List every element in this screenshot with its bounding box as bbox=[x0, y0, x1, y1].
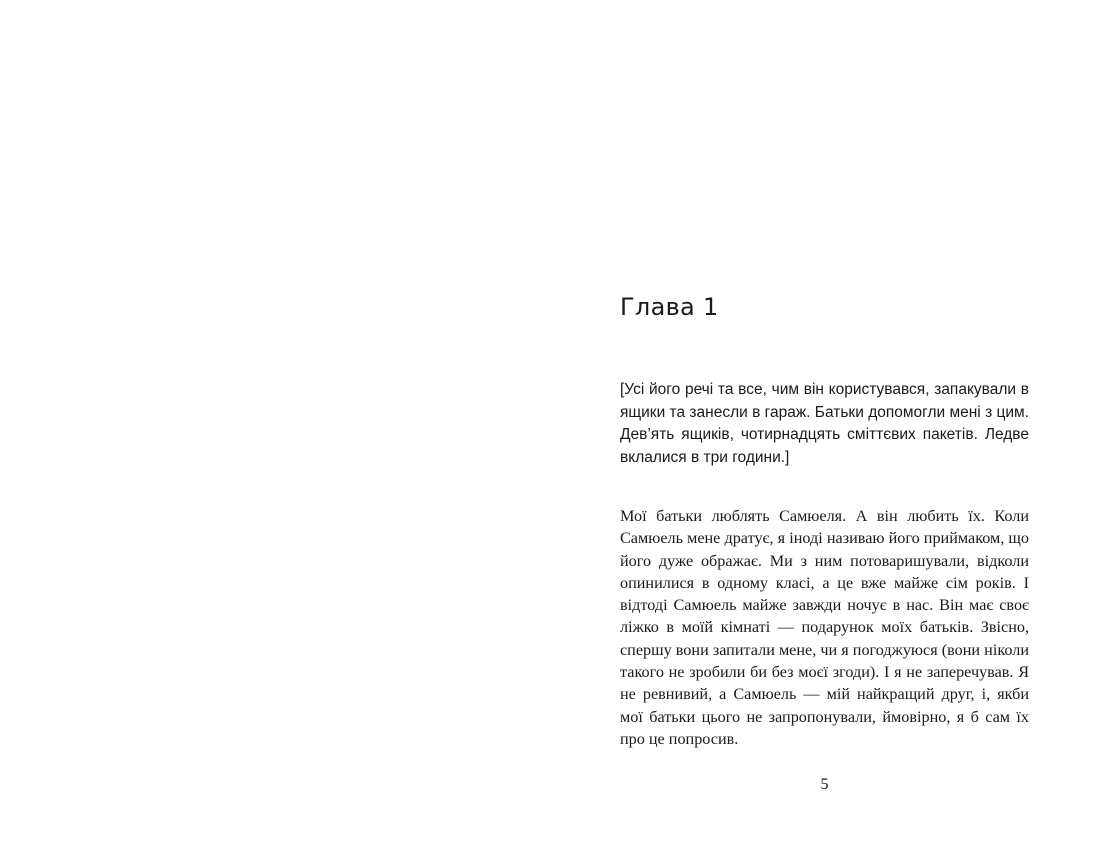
left-page-blank bbox=[0, 0, 552, 850]
page-number: 5 bbox=[820, 776, 829, 793]
body-paragraph: Мої батьки люблять Самюеля. А він любить їх. Коли Самюель мене дратує, я іноді називаю його приймаком, що його дуже ображає. Ми з ним потоваришували, відколи опинилися в одному класі, а це вже майже сім років. І відтоді Самюель майже завжди ночує в нас. Він має своє ліжко в моїй кімнаті — подарунок моїх батьків. Звісно, спершу вони запитали мене, чи я погоджуюся (вони ніколи такого не зробили би без моєї згоди). І я не заперечував. Я не ревнивий, а Самюель — мій найкращий друг, і, якби мої батьки цього не запропонували, ймовірно, я б сам їх про це попросив. bbox=[620, 507, 1029, 748]
chapter-title: Глава 1 bbox=[620, 293, 719, 321]
epigraph-paragraph: [Усі його речі та все, чим він користувався, запакували в ящики та занесли в гараж. Батьки допомогли мені з цим. Дев’ять ящиків, чотирнадцять сміттєвих пакетів. Ледве вклалися в три години.] bbox=[620, 381, 1029, 466]
right-page bbox=[552, 0, 1105, 850]
